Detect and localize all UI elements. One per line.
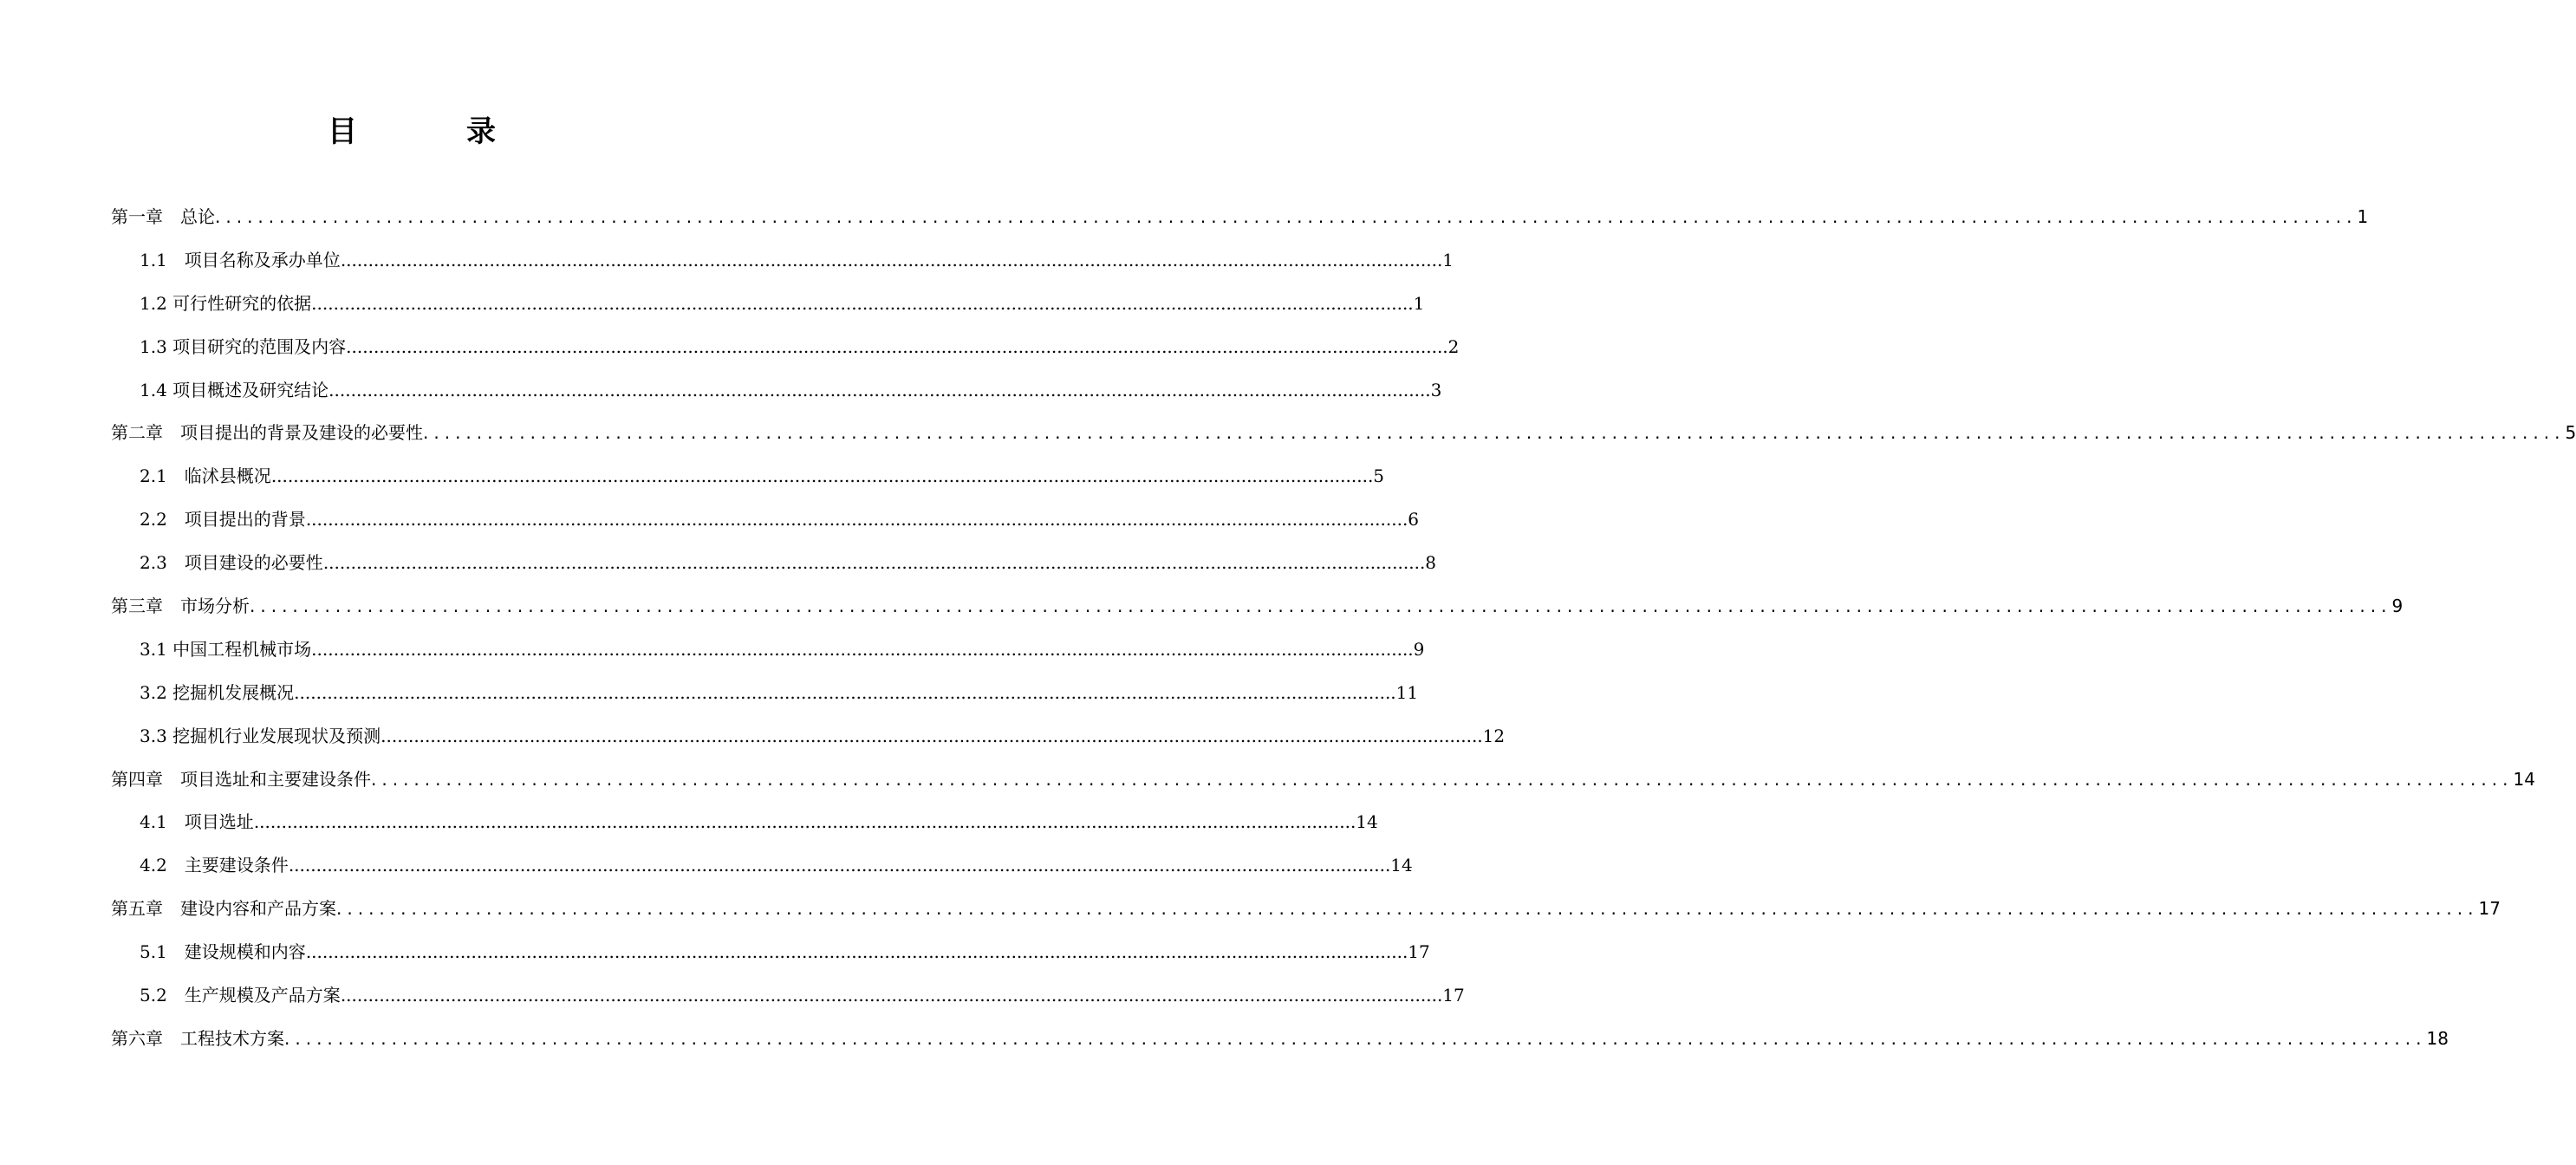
dot-leader: ........................................................................................................................................................................................................: [288, 855, 1391, 876]
dot-leader: ........................................................................................................................................................................................................: [423, 422, 2566, 444]
toc-entry[interactable]: [111, 455, 1385, 498]
toc-page-number: 5: [2565, 422, 2576, 444]
dot-leader: ........................................................................................................................................................................................................: [329, 379, 1431, 400]
toc-entry[interactable]: [111, 283, 1425, 326]
dot-leader: ........................................................................................................................................................................................................: [346, 335, 1448, 357]
toc-page-number: 8: [1425, 552, 1437, 574]
dot-leader: ........................................................................................................................................................................................................: [371, 768, 2514, 790]
toc-entry-label: 1.2 可行性研究的依据: [140, 292, 312, 314]
toc-entry-label: 第五章 建设内容和产品方案: [111, 898, 336, 920]
toc-entry-label: 3.2 挖掘机发展概况: [140, 681, 295, 703]
toc-entry-label: 第四章 项目选址和主要建设条件: [111, 768, 371, 790]
toc-entry-label: 第一章 总论: [111, 206, 215, 227]
toc-entry[interactable]: [111, 239, 1454, 283]
toc-entry[interactable]: [111, 801, 1378, 844]
toc-entry[interactable]: [111, 196, 2369, 239]
toc-entry[interactable]: [111, 931, 1430, 974]
toc-entry-label: 第二章 项目提出的背景及建设的必要性: [111, 422, 423, 444]
toc-page-number: 6: [1408, 509, 1420, 530]
toc-entry[interactable]: [111, 715, 1506, 758]
toc-page-number: 18: [2426, 1027, 2449, 1049]
toc-entry-label: 3.3 挖掘机行业发展现状及预测: [140, 725, 381, 746]
dot-leader: ........................................................................................................................................................................................................: [336, 898, 2479, 920]
toc-page-number: 12: [1482, 725, 1506, 746]
toc-entry[interactable]: [111, 326, 1460, 369]
toc-entry-label: 5.1 建设规模和内容: [140, 941, 306, 963]
toc-page-number: 9: [1413, 638, 1425, 660]
toc-entry[interactable]: [111, 1018, 2449, 1061]
toc-entry[interactable]: [111, 672, 1419, 715]
toc-entry[interactable]: [111, 585, 2404, 628]
toc-entry-label: 5.2 生产规模及产品方案: [140, 985, 341, 1006]
page-title: 目 录: [328, 114, 536, 149]
toc-page-number: 1: [2357, 206, 2369, 227]
toc-entry[interactable]: [111, 542, 1437, 585]
toc-page-number: 3: [1430, 379, 1442, 400]
toc-entry[interactable]: [111, 974, 1465, 1018]
toc-entry[interactable]: [111, 758, 2535, 802]
toc-entry-label: 1.1 项目名称及承办单位: [140, 249, 341, 270]
table-of-contents: [111, 196, 2576, 1061]
toc-page-number: 1: [1442, 249, 1454, 270]
toc-page-number: 17: [2478, 898, 2501, 920]
dot-leader: ........................................................................................................................................................................................................: [340, 249, 1443, 270]
toc-entry-label: 2.2 项目提出的背景: [140, 509, 306, 530]
toc-entry-label: 2.3 项目建设的必要性: [140, 552, 323, 574]
toc-entry-label: 4.1 项目选址: [140, 811, 254, 833]
dot-leader: ........................................................................................................................................................................................................: [270, 465, 1374, 487]
dot-leader: ........................................................................................................................................................................................................: [311, 638, 1414, 660]
dot-leader: ........................................................................................................................................................................................................: [305, 509, 1408, 530]
toc-page-number: 1: [1413, 292, 1425, 314]
toc-entry-label: 1.4 项目概述及研究结论: [140, 379, 329, 400]
dot-leader: ........................................................................................................................................................................................................: [284, 1027, 2427, 1049]
toc-entry-label: 4.2 主要建设条件: [140, 855, 289, 876]
toc-entry-label: 第六章 工程技术方案: [111, 1027, 284, 1049]
dot-leader: ........................................................................................................................................................................................................: [322, 552, 1426, 574]
toc-entry-label: 第三章 市场分析: [111, 596, 250, 617]
toc-entry[interactable]: [111, 628, 1425, 672]
toc-page-number: 17: [1408, 941, 1430, 963]
dot-leader: ........................................................................................................................................................................................................: [311, 292, 1414, 314]
toc-page-number: 14: [1356, 811, 1378, 833]
toc-page-number: 2: [1447, 335, 1460, 357]
dot-leader: ........................................................................................................................................................................................................: [253, 811, 1356, 833]
toc-entry[interactable]: [111, 888, 2501, 931]
toc-entry-label: 1.3 项目研究的范围及内容: [140, 335, 347, 357]
toc-entry[interactable]: [111, 498, 1420, 542]
toc-entry-label: 3.1 中国工程机械市场: [140, 638, 312, 660]
toc-page-number: 17: [1442, 985, 1465, 1006]
toc-page-number: 5: [1373, 465, 1385, 487]
toc-page-number: 14: [1390, 855, 1413, 876]
dot-leader: ........................................................................................................................................................................................................: [250, 596, 2392, 617]
toc-entry[interactable]: [111, 412, 2576, 455]
toc-entry[interactable]: [111, 369, 1442, 413]
toc-entry[interactable]: [111, 844, 1413, 888]
dot-leader: ........................................................................................................................................................................................................: [305, 941, 1408, 963]
toc-page-number: 11: [1395, 681, 1419, 703]
dot-leader: ........................................................................................................................................................................................................: [294, 681, 1396, 703]
toc-page-number: 9: [2391, 596, 2404, 617]
dot-leader: ........................................................................................................................................................................................................: [381, 725, 1483, 746]
dot-leader: ........................................................................................................................................................................................................: [340, 985, 1443, 1006]
toc-entry-label: 2.1 临沭县概况: [140, 465, 271, 487]
dot-leader: ........................................................................................................................................................................................................: [215, 206, 2358, 227]
toc-page-number: 14: [2513, 768, 2535, 790]
